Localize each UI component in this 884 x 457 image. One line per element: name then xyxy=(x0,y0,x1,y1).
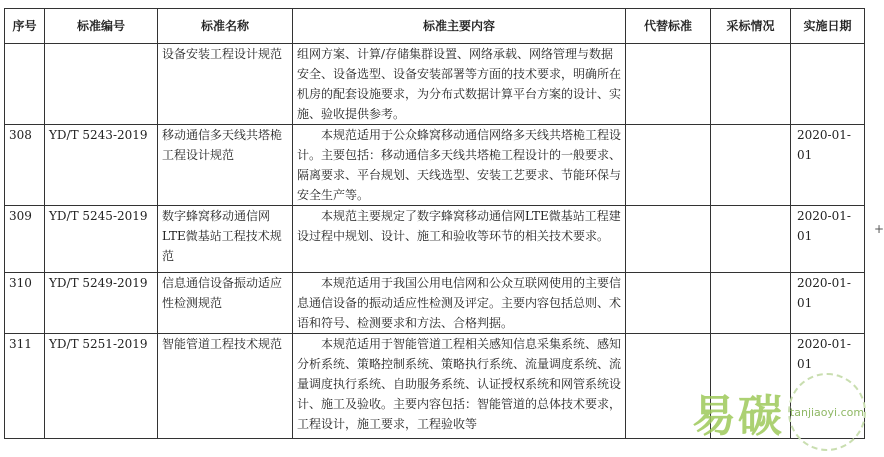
cell-seq: 308 xyxy=(5,125,45,206)
header-row xyxy=(5,9,865,44)
cell-std-no: YD/T 5245-2019 xyxy=(45,206,158,273)
watermark-site: tanjiaoyi.com xyxy=(789,405,865,419)
cell-name: 移动通信多天线共塔桅工程设计规范 xyxy=(158,125,293,206)
watermark xyxy=(692,373,866,451)
cell-replace xyxy=(626,273,711,334)
cell-adopt xyxy=(711,44,791,125)
cell-content: 本规范适用于公众蜂窝移动通信网络多天线共塔桅工程设计。主要包括：移动通信多天线共塔桅工程设计的一般要求、隔离要求、平台规划、天线选型、安装工艺要求、节能环保与安全生产等。 xyxy=(293,125,626,206)
cell-seq: 310 xyxy=(5,273,45,334)
cell-content: 本规范主要规定了数字蜂窝移动通信网LTE微基站工程建设过程中规划、设计、施工和验收等环节的相关技术要求。 xyxy=(293,206,626,273)
watermark-seal xyxy=(788,373,866,451)
cell-date: 2020-01-01 xyxy=(791,334,865,439)
header-date: 实施日期 xyxy=(791,9,865,44)
cell-std-no xyxy=(45,44,158,125)
cell-std-no: YD/T 5243-2019 xyxy=(45,125,158,206)
table-row xyxy=(5,206,865,273)
cell-date: 2020-01-01 xyxy=(791,125,865,206)
cell-adopt xyxy=(711,273,791,334)
cell-seq: 311 xyxy=(5,334,45,439)
watermark-logo: 易碳 xyxy=(692,391,784,442)
cell-name: 设备安装工程设计规范 xyxy=(158,44,293,125)
cell-date: 2020-01-01 xyxy=(791,273,865,334)
cell-content: 本规范适用于智能管道工程相关感知信息采集系统、感知分析系统、策略控制系统、策略执行系统、流量调度系统、流量调度执行系统、自助服务系统、认证授权系统和网管系统设计、施工及验收。主要内容包括：智能管道的总体技术要求，工程设计，施工要求，工程验收等 xyxy=(293,334,626,439)
table-row xyxy=(5,273,865,334)
cell-name: 信息通信设备振动适应性检测规范 xyxy=(158,273,293,334)
cell-seq: 309 xyxy=(5,206,45,273)
cell-std-no: YD/T 5251-2019 xyxy=(45,334,158,439)
header-std-no: 标准编号 xyxy=(45,9,158,44)
cell-adopt xyxy=(711,206,791,273)
cell-seq xyxy=(5,44,45,125)
header-adopt: 采标情况 xyxy=(711,9,791,44)
table-row xyxy=(5,125,865,206)
cell-name: 数字蜂窝移动通信网LTE微基站工程技术规范 xyxy=(158,206,293,273)
header-seq: 序号 xyxy=(5,9,45,44)
header-replace: 代替标准 xyxy=(626,9,711,44)
side-plus-marker: + xyxy=(874,222,884,236)
cell-date xyxy=(791,44,865,125)
cell-name: 智能管道工程技术规范 xyxy=(158,334,293,439)
table-row xyxy=(5,44,865,125)
cell-replace xyxy=(626,44,711,125)
cell-replace xyxy=(626,206,711,273)
header-std-name: 标准名称 xyxy=(158,9,293,44)
cell-content: 组网方案、计算/存储集群设置、网络承载、网络管理与数据安全、设备选型、设备安装部署等方面的技术要求，明确所在机房的配套设施要求，为分布式数据计算平台方案的设计、实施、验收提供参考。 xyxy=(293,44,626,125)
cell-content: 本规范适用于我国公用电信网和公众互联网使用的主要信息通信设备的振动适应性检测及评定。主要内容包括总则、术语和符号、检测要求和方法、合格判据。 xyxy=(293,273,626,334)
cell-replace xyxy=(626,125,711,206)
cell-date: 2020-01-01 xyxy=(791,206,865,273)
cell-adopt xyxy=(711,125,791,206)
header-content: 标准主要内容 xyxy=(293,9,626,44)
cell-std-no: YD/T 5249-2019 xyxy=(45,273,158,334)
